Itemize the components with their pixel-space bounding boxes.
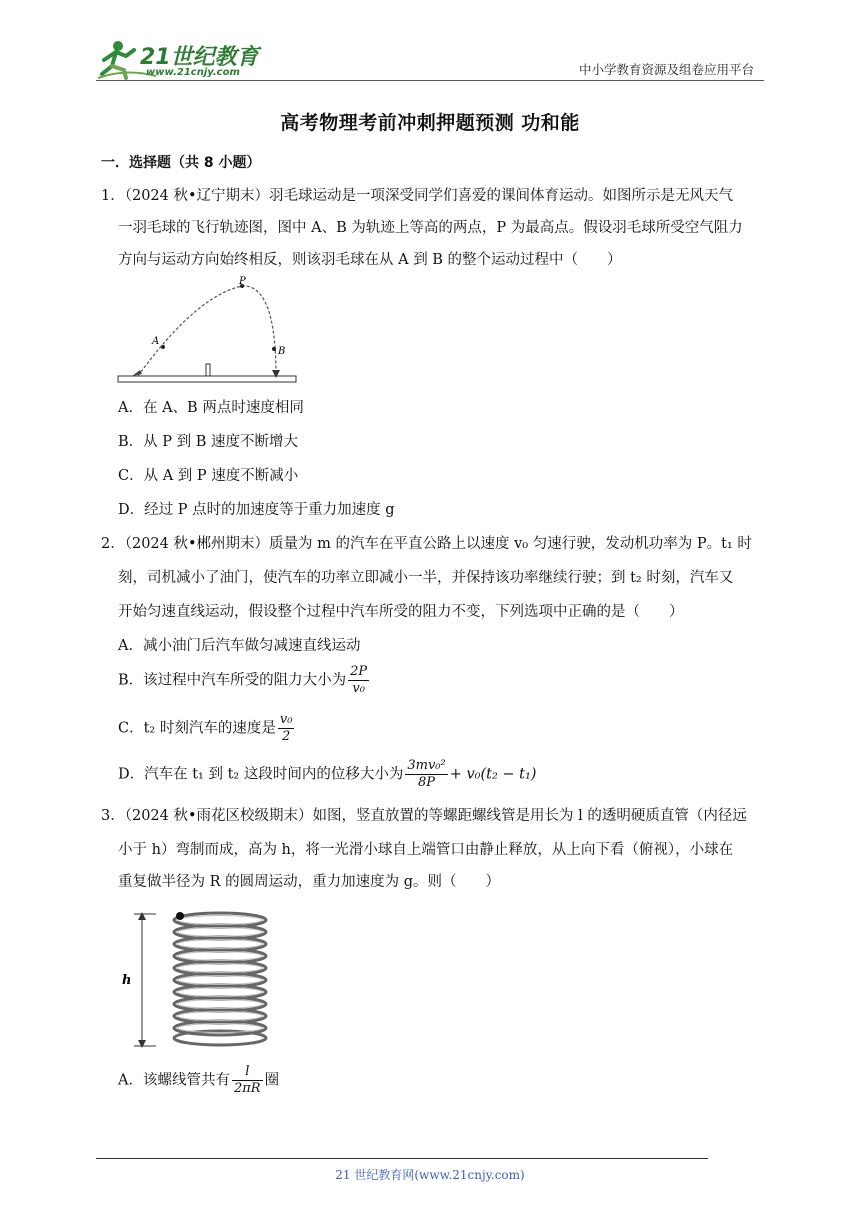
q2-option-c-text: C．t₂ 时刻汽车的速度是 xyxy=(118,720,276,737)
q2-option-d-fraction: $\frac{\text{3mv₀²}}{8P}$ xyxy=(407,758,446,790)
q3-helix-figure xyxy=(116,906,276,1052)
q1-line3: 方向与运动方向始终相反，则该羽毛球在从 A 到 B 的整个运动过程中（ ） xyxy=(118,252,622,268)
q3-option-a[interactable] xyxy=(118,1064,279,1097)
q2-line3: 开始匀速直线运动，假设整个过程中汽车所受的阻力不变，下列选项中正确的是（ ） xyxy=(118,604,684,620)
q2-option-d-tail: + v₀(t₂ − t₁) xyxy=(449,766,537,783)
label-h: h xyxy=(122,973,132,988)
logo-text: 21世纪教育 xyxy=(140,45,259,70)
q2-line2: 刻，司机减小了油门，使汽车的功率立即减小一半，并保持该功率继续行驶；到 t₂ 时刻，汽车又 xyxy=(118,570,734,586)
q1-option-c[interactable]: C．从 A 到 P 速度不断减小 xyxy=(118,468,299,484)
q2-option-c-fraction: $\frac{\text{v₀}}{2}$ xyxy=(279,712,293,744)
label-p: P xyxy=(239,276,246,287)
q1-option-d[interactable]: D．经过 P 点时的加速度等于重力加速度 g xyxy=(118,502,395,518)
q2-option-b-fraction: $\frac{2P}{\text{v₀}}$ xyxy=(350,664,368,696)
site-logo xyxy=(96,38,266,82)
q1-option-b[interactable]: B．从 P 到 B 速度不断增大 xyxy=(118,434,299,450)
q2-option-a[interactable]: A．减小油门后汽车做匀减速直线运动 xyxy=(118,638,361,654)
q3-line2: 小于 h）弯制而成，高为 h，将一光滑小球自上端管口由静止释放，从上向下看（俯视），小球在 xyxy=(118,842,734,858)
q2-option-b-text: B．该过程中汽车所受的阻力大小为 xyxy=(118,672,347,689)
q2-option-b[interactable] xyxy=(118,664,371,697)
footer-link[interactable]: 21 世纪教育网(www.21cnjy.com) xyxy=(335,1168,525,1182)
q3-option-a-fraction: $\frac{l}{2\pi R}$ xyxy=(233,1064,261,1096)
footer-divider xyxy=(96,1158,708,1159)
q2-line1: 2．（2024 秋•郴州期末）质量为 m 的汽车在平直公路上以速度 v₀ 匀速行驶，发动机功率为 P。t₁ 时 xyxy=(101,536,752,552)
label-a: A xyxy=(152,336,160,347)
section-heading: 一．选择题（共 8 小题） xyxy=(101,155,261,171)
q1-line2: 一羽毛球的飞行轨迹图，图中 A、B 为轨迹上等高的两点，P 为最高点。假设羽毛球所受空气阻力 xyxy=(118,220,743,236)
q3-option-a-text: A．该螺线管共有 xyxy=(118,1072,230,1089)
page-title: 高考物理考前冲刺押题预测 功和能 xyxy=(280,112,580,134)
logo-subtext: www.21cnjy.com xyxy=(146,67,240,78)
q2-option-c[interactable] xyxy=(118,712,296,745)
header-platform-text: 中小学教育资源及组卷应用平台 xyxy=(578,62,754,77)
q3-line3: 重复做半径为 R 的圆周运动，重力加速度为 g。则（ ） xyxy=(118,874,501,890)
q1-trajectory-figure xyxy=(116,276,306,388)
q3-option-a-tail: 圈 xyxy=(264,1072,280,1089)
header-divider xyxy=(96,80,764,81)
label-b: B xyxy=(278,346,286,357)
q2-option-d[interactable] xyxy=(118,758,536,791)
q1-line1: 1．（2024 秋•辽宁期末）羽毛球运动是一项深受同学们喜爱的课间体育运动。如图所示是无风天气 xyxy=(101,188,734,204)
q1-option-a[interactable]: A．在 A、B 两点时速度相同 xyxy=(118,400,304,416)
q3-line1: 3．（2024 秋•雨花区校级期末）如图，竖直放置的等螺距螺线管是用长为 l 的透明硬质直管（内径远 xyxy=(101,808,747,824)
q2-option-d-text: D．汽车在 t₁ 到 t₂ 这段时间内的位移大小为 xyxy=(118,766,404,783)
